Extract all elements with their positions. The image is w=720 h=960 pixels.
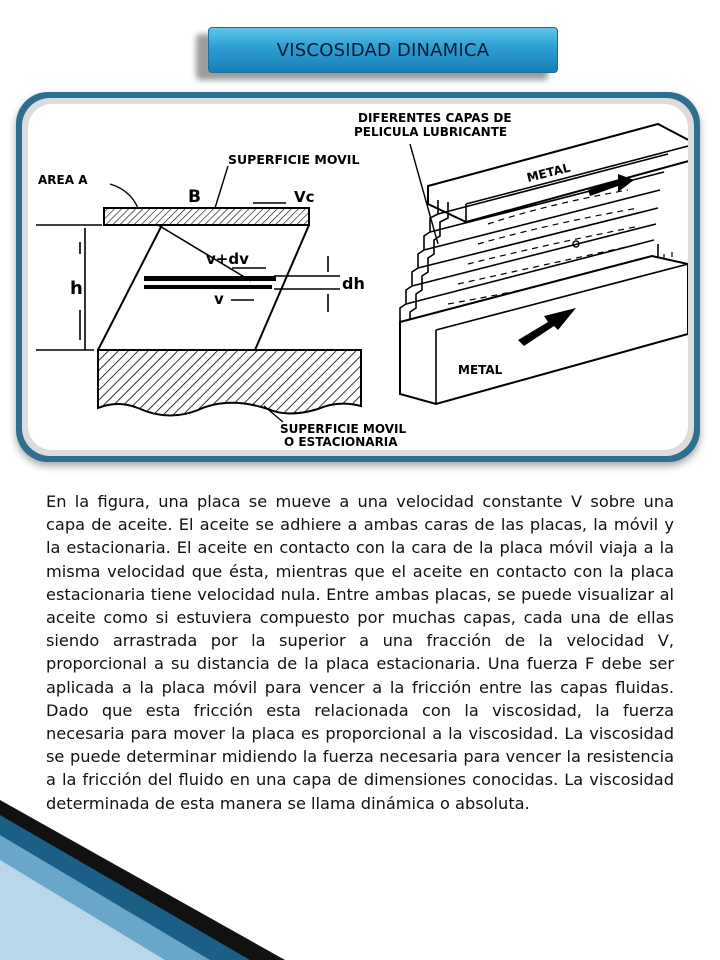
layers-diagram bbox=[354, 111, 688, 404]
label-capas-2: PELICULA LUBRICANTE bbox=[354, 125, 508, 139]
label-metal-bottom: METAL bbox=[458, 363, 503, 377]
plate-diagram bbox=[36, 152, 407, 449]
body-paragraph: En la figura, una placa se mueve a una velocidad constante V sobre una capa de aceite. El aceite se adhiere a ambas caras de las placas, la móvil y la estacionaria. El aceite en contacto con la cara de la placa móvil viaja a la misma velocidad que ésta, mientras que el aceite en contacto con la placa estacionaria tiene velocidad nula. Entre ambas placas, se puede visualizar al aceite como si estuviera compuesto por muchas capas, cada una de ellas siendo arrastrada por la superior a una fracción de la velocidad V, proporcional a su distancia de la placa estacionaria. Una fuerza F debe ser aplicada a la placa móvil para vencer a la fricción entre las capas fluidas. Dado que esta fricción esta relacionada con la viscosidad, la fuerza necesaria para mover la placa es proporcional a la viscosidad. La viscosidad se puede determinar midiendo la fuerza necesaria para vencer la resistencia a la fricción del fluido en una capa de dimensiones conocidas. La viscosidad determinada de esta manera se llama dinámica o absoluta. bbox=[46, 492, 674, 813]
label-v-dv: v+dv bbox=[206, 250, 249, 268]
label-metal-top: METAL bbox=[525, 160, 572, 185]
label-bottom-2: O ESTACIONARIA bbox=[284, 435, 398, 449]
label-b: B bbox=[188, 187, 201, 207]
figure-area bbox=[28, 104, 688, 450]
moving-plate bbox=[104, 208, 309, 225]
viscosity-diagram bbox=[28, 104, 688, 450]
label-bottom-1: SUPERFICIE MOVIL bbox=[280, 422, 407, 436]
page-title: VISCOSIDAD DINAMICA bbox=[208, 27, 558, 73]
label-h: h bbox=[70, 278, 83, 299]
label-capas-1: DIFERENTES CAPAS DE bbox=[358, 111, 512, 125]
label-v: v bbox=[214, 290, 224, 308]
label-vc: Vc bbox=[294, 188, 315, 206]
stationary-plate bbox=[98, 350, 361, 416]
figure-frame bbox=[16, 92, 700, 462]
label-superficie-movil: SUPERFICIE MOVIL bbox=[228, 152, 360, 167]
label-area: AREA A bbox=[38, 173, 88, 187]
label-dh: dh bbox=[342, 274, 365, 293]
